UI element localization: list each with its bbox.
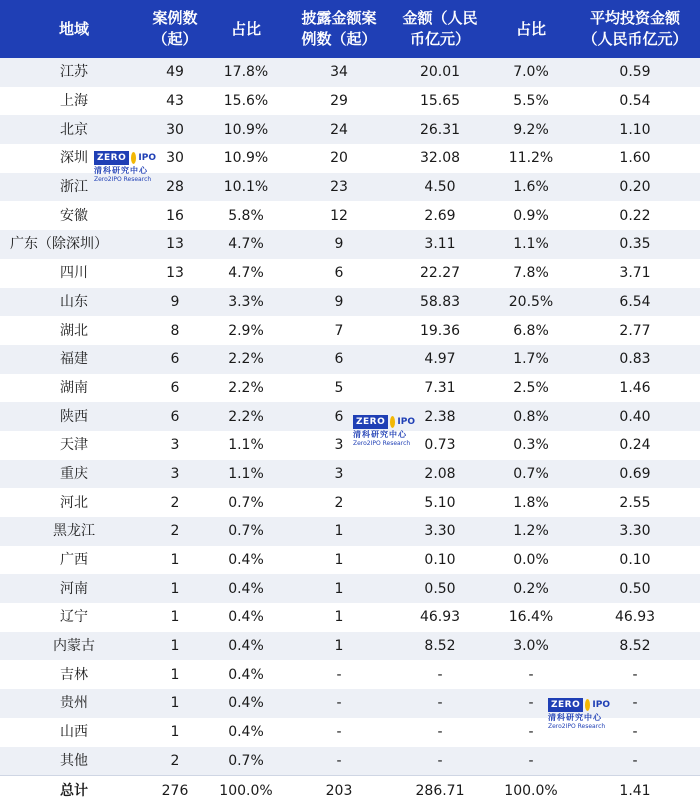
region-cell: 安徽 (0, 201, 148, 230)
region-cell: 贵州 (0, 689, 148, 718)
cases-cell: 13 (148, 259, 202, 288)
share-cell: 17.8% (202, 58, 290, 87)
region-cell: 河南 (0, 574, 148, 603)
disclosed-cell: 34 (290, 58, 388, 87)
share-cell: 0.7% (202, 488, 290, 517)
avg-cell: 0.54 (570, 87, 700, 116)
avg-cell: 0.69 (570, 460, 700, 489)
cases-cell: 43 (148, 87, 202, 116)
table-row (0, 747, 700, 776)
amount-cell: 2.38 (388, 402, 492, 431)
amount-share-cell: 0.7% (492, 460, 570, 489)
share-cell: 2.2% (202, 345, 290, 374)
cases-cell: 276 (148, 776, 202, 805)
amount-cell: 0.73 (388, 431, 492, 460)
header-amount: 金额（人民 币亿元） (388, 0, 492, 58)
cases-cell: 3 (148, 431, 202, 460)
amount-cell: 46.93 (388, 603, 492, 632)
disclosed-cell: 9 (290, 288, 388, 317)
region-cell: 内蒙古 (0, 632, 148, 661)
amount-share-cell: 1.1% (492, 230, 570, 259)
share-cell: 1.1% (202, 460, 290, 489)
table-row (0, 574, 700, 603)
table-row (0, 316, 700, 345)
region-cell: 浙江 (0, 173, 148, 202)
table-row (0, 660, 700, 689)
disclosed-cell: 23 (290, 173, 388, 202)
disclosed-cell: - (290, 689, 388, 718)
avg-cell: 0.40 (570, 402, 700, 431)
disclosed-cell: 1 (290, 603, 388, 632)
disclosed-cell: 3 (290, 431, 388, 460)
cases-cell: 28 (148, 173, 202, 202)
amount-cell: 22.27 (388, 259, 492, 288)
amount-share-cell: 100.0% (492, 776, 570, 805)
amount-share-cell: 7.8% (492, 259, 570, 288)
amount-share-cell: 1.8% (492, 488, 570, 517)
share-cell: 1.1% (202, 431, 290, 460)
amount-cell: 2.08 (388, 460, 492, 489)
amount-cell: 3.30 (388, 517, 492, 546)
disclosed-cell: 20 (290, 144, 388, 173)
disclosed-cell: - (290, 747, 388, 776)
region-cell: 江苏 (0, 58, 148, 87)
region-cell: 上海 (0, 87, 148, 116)
share-cell: 0.4% (202, 718, 290, 747)
cases-cell: 1 (148, 603, 202, 632)
amount-share-cell: - (492, 660, 570, 689)
avg-cell: 0.10 (570, 546, 700, 575)
disclosed-cell: 29 (290, 87, 388, 116)
amount-share-cell: - (492, 747, 570, 776)
region-cell: 深圳 (0, 144, 148, 173)
region-cell: 其他 (0, 747, 148, 776)
disclosed-cell: 7 (290, 316, 388, 345)
avg-cell: - (570, 718, 700, 747)
share-cell: 15.6% (202, 87, 290, 116)
cases-cell: 6 (148, 345, 202, 374)
table-row (0, 402, 700, 431)
header-cases: 案例数 （起） (148, 0, 202, 58)
amount-share-cell: 0.8% (492, 402, 570, 431)
disclosed-cell: 1 (290, 632, 388, 661)
table-row (0, 689, 700, 718)
amount-share-cell: 0.0% (492, 546, 570, 575)
region-cell: 黑龙江 (0, 517, 148, 546)
cases-cell: 2 (148, 517, 202, 546)
amount-cell: - (388, 718, 492, 747)
amount-cell: 7.31 (388, 374, 492, 403)
cases-cell: 1 (148, 546, 202, 575)
amount-cell: 0.10 (388, 546, 492, 575)
share-cell: 5.8% (202, 201, 290, 230)
cases-cell: 9 (148, 288, 202, 317)
share-cell: 2.2% (202, 402, 290, 431)
amount-share-cell: 0.2% (492, 574, 570, 603)
avg-cell: 1.41 (570, 776, 700, 805)
amount-cell: 15.65 (388, 87, 492, 116)
region-cell: 广东（除深圳） (0, 230, 148, 259)
disclosed-cell: 24 (290, 115, 388, 144)
avg-cell: - (570, 747, 700, 776)
region-cell: 四川 (0, 259, 148, 288)
share-cell: 4.7% (202, 230, 290, 259)
disclosed-cell: 5 (290, 374, 388, 403)
amount-cell: 26.31 (388, 115, 492, 144)
disclosed-cell: 6 (290, 402, 388, 431)
avg-cell: 0.20 (570, 173, 700, 202)
region-cell: 湖南 (0, 374, 148, 403)
table-row (0, 201, 700, 230)
table-row (0, 259, 700, 288)
share-cell: 0.7% (202, 747, 290, 776)
table-row (0, 488, 700, 517)
region-cell: 河北 (0, 488, 148, 517)
cases-cell: 2 (148, 747, 202, 776)
amount-cell: 4.50 (388, 173, 492, 202)
header-region: 地域 (0, 0, 148, 58)
disclosed-cell: 1 (290, 517, 388, 546)
cases-cell: 30 (148, 144, 202, 173)
avg-cell: 2.55 (570, 488, 700, 517)
cases-cell: 6 (148, 402, 202, 431)
share-cell: 10.9% (202, 115, 290, 144)
total-row (0, 776, 700, 805)
amount-share-cell: 1.6% (492, 173, 570, 202)
cases-cell: 13 (148, 230, 202, 259)
region-cell: 辽宁 (0, 603, 148, 632)
disclosed-cell: - (290, 660, 388, 689)
amount-cell: - (388, 689, 492, 718)
disclosed-cell: 3 (290, 460, 388, 489)
avg-cell: - (570, 689, 700, 718)
avg-cell: - (570, 660, 700, 689)
watermark-logo-1: ZERO IPO 清科研究中心 Zero2IPO Research (94, 153, 156, 183)
amount-cell: 286.71 (388, 776, 492, 805)
table-row (0, 345, 700, 374)
amount-cell: 19.36 (388, 316, 492, 345)
avg-cell: 0.22 (570, 201, 700, 230)
share-cell: 10.9% (202, 144, 290, 173)
avg-cell: 0.83 (570, 345, 700, 374)
table-row (0, 58, 700, 87)
avg-cell: 3.71 (570, 259, 700, 288)
header-row (0, 0, 700, 58)
table-row (0, 718, 700, 747)
table-row (0, 87, 700, 116)
disclosed-cell: 6 (290, 259, 388, 288)
avg-cell: 1.10 (570, 115, 700, 144)
cases-cell: 1 (148, 632, 202, 661)
share-cell: 0.7% (202, 517, 290, 546)
share-cell: 10.1% (202, 173, 290, 202)
amount-share-cell: 11.2% (492, 144, 570, 173)
header-disclosed: 披露金额案 例数（起） (290, 0, 388, 58)
table-row (0, 230, 700, 259)
share-cell: 0.4% (202, 546, 290, 575)
amount-share-cell: 16.4% (492, 603, 570, 632)
share-cell: 4.7% (202, 259, 290, 288)
disclosed-cell: 203 (290, 776, 388, 805)
region-cell: 山东 (0, 288, 148, 317)
avg-cell: 0.50 (570, 574, 700, 603)
avg-cell: 0.24 (570, 431, 700, 460)
amount-share-cell: 20.5% (492, 288, 570, 317)
amount-cell: 5.10 (388, 488, 492, 517)
share-cell: 0.4% (202, 632, 290, 661)
disclosed-cell: 1 (290, 574, 388, 603)
header-amount-share: 占比 (492, 0, 570, 58)
share-cell: 0.4% (202, 574, 290, 603)
table-row (0, 173, 700, 202)
amount-cell: - (388, 660, 492, 689)
disclosed-cell: 1 (290, 546, 388, 575)
amount-cell: 58.83 (388, 288, 492, 317)
amount-share-cell: 7.0% (492, 58, 570, 87)
cases-cell: 6 (148, 374, 202, 403)
share-cell: 3.3% (202, 288, 290, 317)
amount-share-cell: - (492, 689, 570, 718)
amount-share-cell: 0.3% (492, 431, 570, 460)
amount-share-cell: 2.5% (492, 374, 570, 403)
region-cell: 山西 (0, 718, 148, 747)
amount-share-cell: 9.2% (492, 115, 570, 144)
region-cell: 总计 (0, 776, 148, 805)
amount-cell: - (388, 747, 492, 776)
avg-cell: 3.30 (570, 517, 700, 546)
table-row (0, 517, 700, 546)
amount-cell: 4.97 (388, 345, 492, 374)
disclosed-cell: 9 (290, 230, 388, 259)
amount-share-cell: 1.2% (492, 517, 570, 546)
region-cell: 陕西 (0, 402, 148, 431)
cases-cell: 2 (148, 488, 202, 517)
table-row (0, 115, 700, 144)
table-row (0, 603, 700, 632)
amount-share-cell: 1.7% (492, 345, 570, 374)
watermark-logo-2: ZERO IPO 清科研究中心 Zero2IPO Research (353, 417, 415, 447)
avg-cell: 6.54 (570, 288, 700, 317)
share-cell: 0.4% (202, 689, 290, 718)
avg-cell: 1.46 (570, 374, 700, 403)
avg-cell: 8.52 (570, 632, 700, 661)
watermark-logo-3: ZERO IPO 清科研究中心 Zero2IPO Research (548, 700, 610, 730)
table-row (0, 460, 700, 489)
cases-cell: 1 (148, 574, 202, 603)
cases-cell: 1 (148, 718, 202, 747)
share-cell: 2.9% (202, 316, 290, 345)
region-cell: 天津 (0, 431, 148, 460)
header-share: 占比 (202, 0, 290, 58)
region-cell: 吉林 (0, 660, 148, 689)
table-row (0, 288, 700, 317)
avg-cell: 2.77 (570, 316, 700, 345)
cases-cell: 1 (148, 660, 202, 689)
table-row (0, 632, 700, 661)
share-cell: 0.4% (202, 660, 290, 689)
table-row (0, 144, 700, 173)
region-cell: 重庆 (0, 460, 148, 489)
share-cell: 2.2% (202, 374, 290, 403)
cases-cell: 3 (148, 460, 202, 489)
amount-cell: 20.01 (388, 58, 492, 87)
amount-share-cell: 5.5% (492, 87, 570, 116)
header-avg: 平均投资金额 （人民币亿元） (570, 0, 700, 58)
region-cell: 湖北 (0, 316, 148, 345)
amount-share-cell: - (492, 718, 570, 747)
share-cell: 100.0% (202, 776, 290, 805)
amount-cell: 32.08 (388, 144, 492, 173)
amount-cell: 8.52 (388, 632, 492, 661)
disclosed-cell: 12 (290, 201, 388, 230)
amount-share-cell: 6.8% (492, 316, 570, 345)
region-cell: 福建 (0, 345, 148, 374)
amount-cell: 0.50 (388, 574, 492, 603)
amount-cell: 3.11 (388, 230, 492, 259)
table-row (0, 374, 700, 403)
table-row (0, 546, 700, 575)
avg-cell: 1.60 (570, 144, 700, 173)
region-cell: 北京 (0, 115, 148, 144)
table-row (0, 431, 700, 460)
amount-share-cell: 3.0% (492, 632, 570, 661)
cases-cell: 49 (148, 58, 202, 87)
cases-cell: 30 (148, 115, 202, 144)
disclosed-cell: 6 (290, 345, 388, 374)
avg-cell: 0.35 (570, 230, 700, 259)
disclosed-cell: 2 (290, 488, 388, 517)
cases-cell: 8 (148, 316, 202, 345)
disclosed-cell: - (290, 718, 388, 747)
region-cell: 广西 (0, 546, 148, 575)
share-cell: 0.4% (202, 603, 290, 632)
cases-cell: 16 (148, 201, 202, 230)
cases-cell: 1 (148, 689, 202, 718)
amount-cell: 2.69 (388, 201, 492, 230)
amount-share-cell: 0.9% (492, 201, 570, 230)
avg-cell: 46.93 (570, 603, 700, 632)
avg-cell: 0.59 (570, 58, 700, 87)
